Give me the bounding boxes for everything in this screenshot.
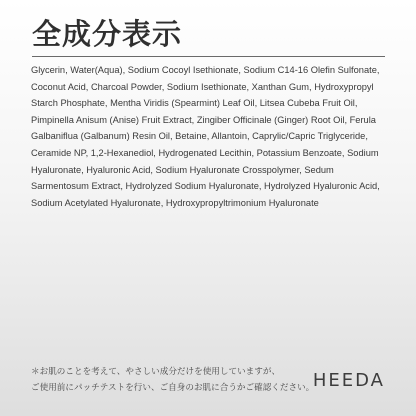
usage-note-line-2: ご使用前にパッチテストを行い、ご自身のお肌に合うかご確認ください。 [31, 383, 315, 393]
page-title: 全成分表示 [32, 17, 183, 51]
title-divider [32, 56, 385, 57]
ingredients-list: Glycerin, Water(Aqua), Sodium Cocoyl Isethionate, Sodium C14-16 Olefin Sulfonate, Coconut Acid, Charcoal Powder, Sodium Isethionate, Xanthan Gum, Hydroxypropyl Starch Phosphate, Mentha Viridis (Spearmint) Leaf Oil, Litsea Cubeba Fruit Oil, Pimpinella Anisum (Anise) Fruit Extract, Zingiber Officinale (Ginger) Root Oil, Ferula Galbaniflua (Galbanum) Resin Oil, Betaine, Allantoin, Caprylic/Capric Triglyceride, Ceramide NP, 1,2-Hexanediol, Hydrogenated Lecithin, Potassium Benzoate, Sodium Hyaluronate, Hyaluronic Acid, Sodium Hyaluronate Crosspolymer, Sedum Sarmentosum Extract, Hydrolyzed Sodium Hyaluronate, Hydrolyzed Hyaluronic Acid, Sodium Acetylated Hyaluronate, Hydroxypropyltrimonium Hyaluronate [31, 65, 380, 208]
usage-note-line-1: ＊お肌のことを考えて、やさしい成分だけを使用していますが、 [31, 367, 281, 377]
usage-note [31, 364, 315, 396]
brand-logo: HEEDA [312, 370, 385, 391]
